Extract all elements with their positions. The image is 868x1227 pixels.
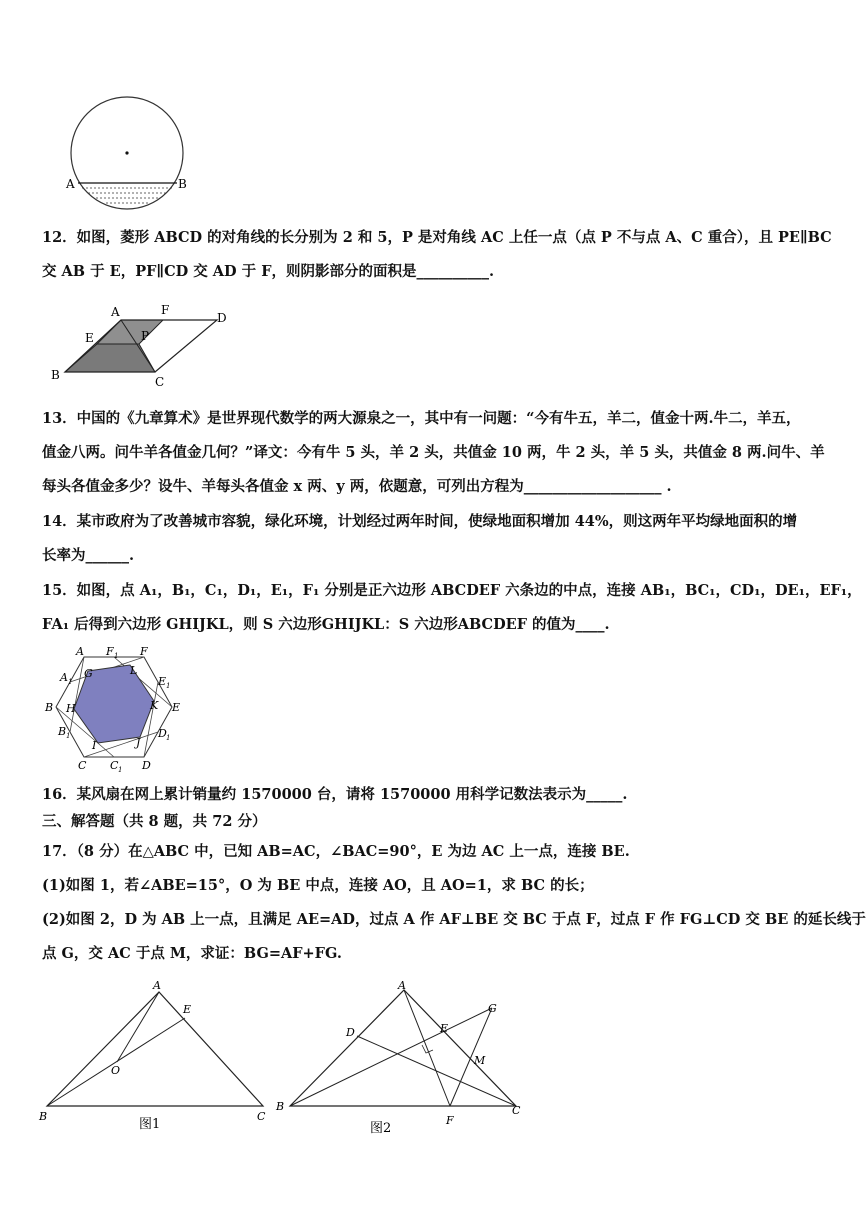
- hexagon-figure: [40, 645, 190, 773]
- q17-line3: (2)如图 2，D 为 AB 上一点，且满足 AE=AD，过点 A 作 AF⊥BE 交 BC 于点 F，过点 F 作 FG⊥CD 交 BE 的延长线于: [42, 911, 866, 928]
- svg-text:A: A: [398, 979, 406, 992]
- svg-text:D: D: [158, 727, 167, 740]
- circle-label-a: A: [66, 177, 75, 191]
- svg-text:C: C: [257, 1110, 266, 1123]
- svg-text:E: E: [172, 701, 181, 714]
- svg-text:C: C: [155, 375, 165, 389]
- svg-text:1: 1: [118, 766, 123, 773]
- svg-text:A: A: [153, 979, 161, 992]
- q14-line1: 14．某市政府为了改善城市容貌，绿化环境，计划经过两年时间，使绿地面积增加 44%，则这两年平均绿地面积的增: [42, 513, 798, 530]
- circle-center-dot: [125, 151, 128, 154]
- svg-text:J: J: [136, 736, 141, 749]
- svg-text:H: H: [66, 702, 76, 715]
- svg-text:I: I: [92, 739, 97, 752]
- svg-text:1: 1: [114, 652, 119, 660]
- svg-text:B: B: [51, 368, 60, 382]
- svg-text:O: O: [111, 1064, 121, 1077]
- svg-text:B: B: [276, 1100, 285, 1113]
- q13-line3: 每头各值金多少？设牛、羊每头各值金 x 两、y 两，依题意，可列出方程为___________________ .: [42, 478, 672, 495]
- q16-line1: 16．某风扇在网上累计销量约 1570000 台，请将 1570000 用科学记数法表示为_____.: [42, 786, 628, 803]
- q17-line1: 17．（8 分）在△ABC 中，已知 AB=AC，∠BAC=90°，E 为边 AC 上一点，连接 BE.: [42, 843, 630, 860]
- q12-line2: 交 AB 于 E，PF∥CD 交 AD 于 F，则阴影部分的面积是__________.: [42, 263, 495, 280]
- svg-text:P: P: [141, 329, 150, 343]
- svg-text:B: B: [45, 701, 54, 714]
- q13-line2: 值金八两。问牛羊各值金几何？”译文：今有牛 5 头，羊 2 头，共值金 10 两，牛 2 头，羊 5 头，共值金 8 两.问牛、羊: [42, 444, 825, 461]
- svg-text:B: B: [39, 1110, 48, 1123]
- shaded-region-lower: [65, 344, 155, 372]
- triangle-abc: [47, 992, 263, 1106]
- figure-1-caption: 图1: [139, 1117, 161, 1132]
- svg-text:1: 1: [66, 732, 71, 740]
- figure-17-2: [272, 978, 532, 1138]
- svg-text:E: E: [85, 331, 94, 345]
- svg-text:K: K: [150, 699, 159, 712]
- figure-2-caption: 图2: [370, 1121, 392, 1136]
- q12-line1: 12．如图，菱形 ABCD 的对角线的长分别为 2 和 5，P 是对角线 AC 上任一点（点 P 不与点 A、C 重合），且 PE∥BC: [42, 229, 832, 246]
- shaded-region-upper: [97, 320, 163, 344]
- q13-line1: 13．中国的《九章算术》是世界现代数学的两大源泉之一，其中有一问题：“今有牛五，羊二，值金十两.牛二，羊五，: [42, 410, 801, 427]
- circle-label-b: B: [178, 177, 187, 191]
- svg-text:D: D: [217, 311, 227, 325]
- svg-text:E: E: [158, 675, 167, 688]
- svg-text:D: D: [346, 1026, 355, 1039]
- svg-text:A: A: [111, 305, 120, 319]
- svg-text:F: F: [446, 1114, 454, 1127]
- circle-figure: [60, 95, 195, 210]
- svg-text:F: F: [161, 303, 170, 317]
- svg-text:F: F: [106, 645, 114, 658]
- svg-text:M: M: [474, 1054, 486, 1067]
- svg-text:A: A: [60, 671, 68, 684]
- figure-17-1: [35, 978, 280, 1138]
- svg-text:G: G: [488, 1002, 497, 1015]
- rhombus-figure: [45, 300, 245, 392]
- svg-text:E: E: [183, 1003, 192, 1016]
- svg-text:C: C: [78, 759, 87, 772]
- svg-text:1: 1: [166, 734, 171, 742]
- q15-line1: 15．如图，点 A₁，B₁，C₁，D₁，E₁，F₁ 分别是正六边形 ABCDEF 六条边的中点，连接 AB₁，BC₁，CD₁，DE₁，EF₁，: [42, 582, 862, 599]
- svg-text:A: A: [76, 645, 84, 658]
- svg-text:L: L: [130, 664, 138, 677]
- svg-text:G: G: [84, 667, 93, 680]
- q15-line2: FA₁ 后得到六边形 GHIJKL，则 S 六边形GHIJKL：S 六边形ABCDEF 的值为____.: [42, 616, 610, 633]
- svg-text:D: D: [142, 759, 151, 772]
- triangle-abc-2: [290, 990, 516, 1106]
- svg-text:1: 1: [68, 678, 73, 686]
- svg-text:C: C: [512, 1104, 521, 1117]
- svg-text:E: E: [440, 1022, 449, 1035]
- q17-line4: 点 G，交 AC 于点 M，求证：BG=AF+FG.: [42, 945, 342, 962]
- svg-text:F: F: [140, 645, 148, 658]
- section-3-heading: 三、解答题（共 8 题，共 72 分）: [42, 813, 267, 830]
- svg-text:C: C: [110, 759, 119, 772]
- svg-text:1: 1: [166, 682, 171, 690]
- q14-line2: 长率为______.: [42, 547, 135, 564]
- svg-text:B: B: [58, 725, 67, 738]
- q17-line2: (1)如图 1，若∠ABE=15°，O 为 BE 中点，连接 AO，且 AO=1，求 BC 的长；: [42, 877, 594, 894]
